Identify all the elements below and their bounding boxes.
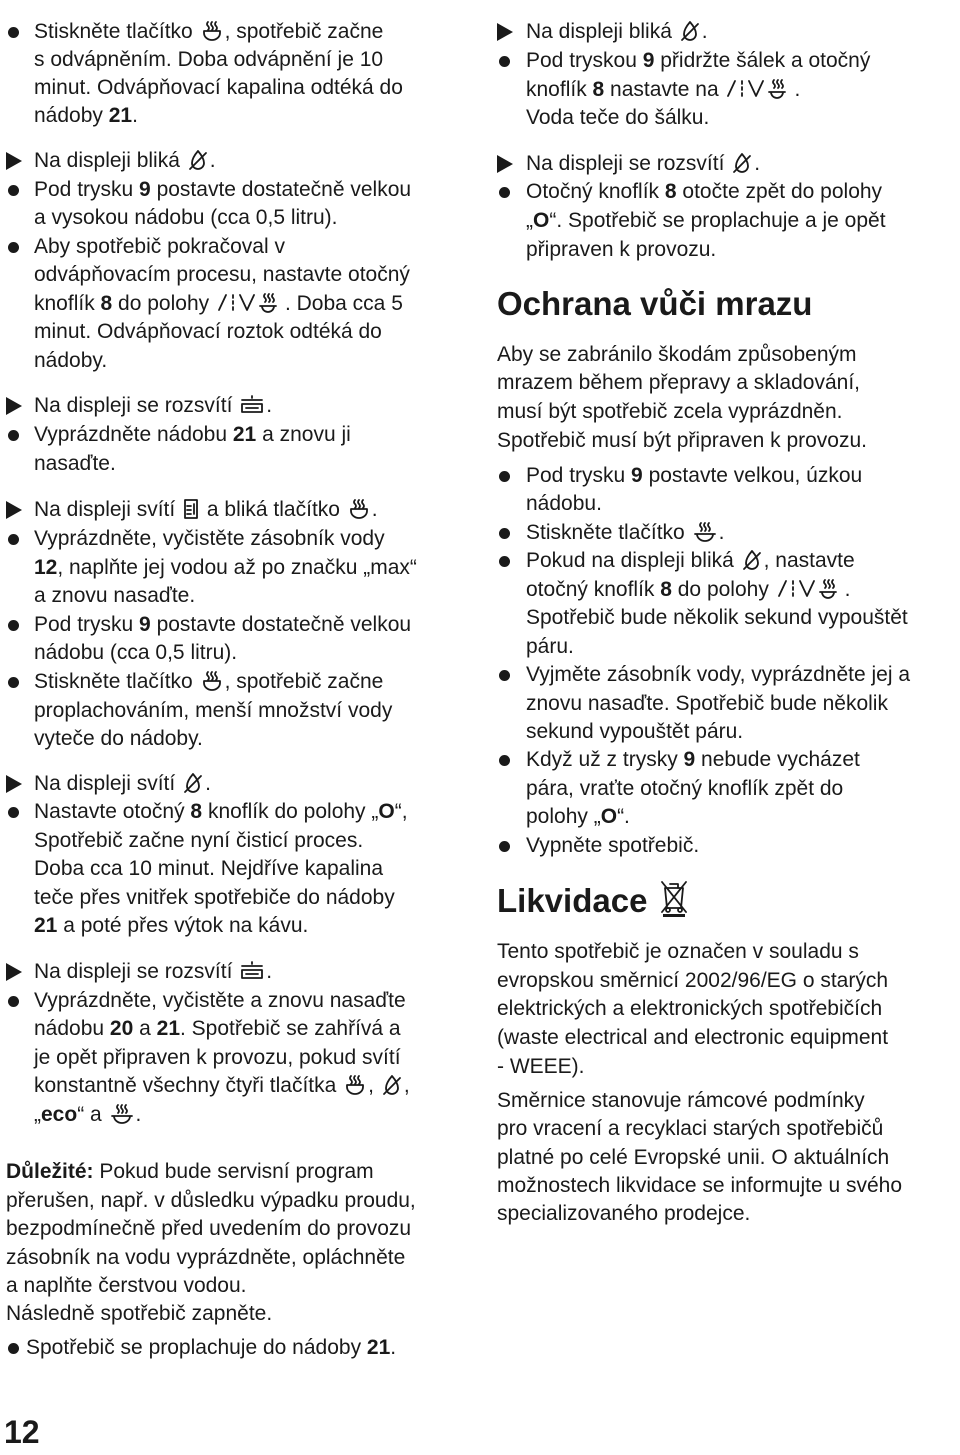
text-line [497,1024,888,1052]
bullet-dot [499,556,510,567]
text-run: . [844,578,851,601]
text-line [497,427,867,455]
text-run: Pokud na displeji bliká [526,549,740,572]
text-line [6,697,392,725]
text-line [497,47,870,75]
text-run: Vyprázdněte, vyčistěte zásobník vody [34,527,385,550]
text-run: „ [526,209,533,232]
text-run: Ochrana vůči mrazu [497,285,813,322]
text-run: nebude vycházet [695,748,860,771]
text-run: nádobu. [526,492,602,515]
text-run: specializovaného prodejce. [497,1202,751,1225]
text-line [497,104,709,132]
text-line [497,519,724,547]
text-run: postavte dostatečně velkou [150,613,412,636]
text-line [497,718,743,746]
text-run: zásobník na vodu vyprázdněte, opláchněte [6,1246,406,1269]
text-run: Vyprázdněte nádobu [34,423,233,446]
text-run: otočte zpět do polohy [676,180,883,203]
bold-text: O [533,209,550,232]
text-line [6,421,351,449]
text-run: , [368,1074,380,1097]
bullet-dot [8,27,19,38]
knob-water-steam-icon [725,78,793,100]
text-run: do polohy [671,578,775,601]
descale-icon [741,549,763,571]
text-line [497,207,886,235]
text-line [497,76,800,104]
text-line [497,604,908,632]
text-run: nastavte na [604,78,725,101]
text-run: Pokud bude servisní program [93,1160,374,1183]
text-line [497,341,857,369]
text-run: - WEEE). [497,1055,585,1078]
text-line [497,398,843,426]
text-line [6,18,383,46]
text-line [6,725,203,753]
text-line [6,958,272,986]
text-run: odvápňovacím procesu, nastavte otočný [34,263,410,286]
bold-text: 8 [664,180,677,203]
text-run: Na displeji svítí [34,498,182,521]
bold-text: 21 [34,914,58,937]
text-line [6,318,382,346]
text-run: Vypněte spotřebič. [526,834,700,857]
text-run: přerušen, např. v důsledku výpadku proudu, [6,1189,416,1212]
bullet-dot [499,755,510,766]
text-run: Spotřebič začne nyní čisticí proces. [34,829,364,852]
text-run: , naplňte jej vodou až po značku „max“ [57,556,417,579]
text-line [6,1272,247,1300]
text-run: Doba cca 10 minut. Nejdříve kapalina [34,857,384,880]
arrow-bullet-icon [6,501,22,519]
text-run: Aby spotřebič pokračoval v [34,235,285,258]
text-line [6,204,338,232]
text-run: Spotřebič bude několik sekund vypouštět [526,606,908,629]
text-run: , spotřebič začne [224,20,384,43]
arrow-bullet-icon [497,155,513,173]
bullet-dot [499,471,510,482]
text-run: . Spotřebič se zahřívá a [180,1017,401,1040]
text-run: a [133,1017,157,1040]
text-line [6,347,107,375]
text-line [6,1334,396,1362]
text-run: polohy „ [526,805,601,828]
text-run: možnostech likvidace se informujte u svého [497,1174,903,1197]
text-line [6,1158,374,1186]
text-run: (waste electrical and electronic equipment [497,1026,889,1049]
text-line [6,1072,410,1100]
steam-cup-icon [343,1074,367,1096]
text-line [497,803,630,831]
bold-text: Důležité: [6,1160,94,1183]
bold-text: 9 [642,49,655,72]
bold-text: O [600,805,618,828]
bullet-dot [499,670,510,681]
text-line [6,798,408,826]
bullet-dot [499,187,510,198]
descale-icon [731,152,753,174]
text-run: a znovu ji [256,423,351,446]
text-run: . [266,960,273,983]
bold-text: 21 [156,1017,180,1040]
text-line [6,855,383,883]
text-run: nádobu (cca 0,5 litru). [34,641,238,664]
bullet-dot [499,528,510,539]
text-line [6,74,403,102]
bold-text: eco [41,1103,78,1126]
text-line [6,176,411,204]
text-run: Voda teče do šálku. [526,106,710,129]
text-run: sekund vypouštět páru. [526,720,744,743]
bullet-dot [8,1343,19,1354]
text-line [6,147,216,175]
text-run: Na displeji svítí [34,772,182,795]
text-line [497,369,860,397]
bullet-dot [8,430,19,441]
bullet-dot [8,996,19,1007]
text-run: a znovu nasaďte. [34,584,196,607]
text-line [6,102,138,130]
bold-text: 21 [232,423,257,446]
text-line [497,661,910,689]
bullet-dot [8,620,19,631]
text-run: . [132,104,138,127]
arrow-bullet-icon [6,775,22,793]
text-line [6,496,378,524]
text-line [6,582,195,610]
text-run: . [205,772,211,795]
drip-tray-icon [239,394,265,416]
text-run: nádobu [34,1017,110,1040]
text-run: . Doba cca 5 [284,292,403,315]
text-run: Pod tryskou [526,49,643,72]
bold-text: 9 [631,464,643,487]
text-run: proplachováním, menší množství vody [34,699,393,722]
text-line [497,1144,889,1172]
text-run: „ [34,1103,41,1126]
text-run: Na displeji se rozsvítí [34,960,239,983]
text-run: . [701,20,708,43]
text-run: platné po celé Evropské unii. O aktuálních [497,1146,890,1169]
bold-text: 21 [366,1336,391,1359]
text-run: . [718,521,725,544]
text-run: . [754,152,761,175]
text-line [6,1101,141,1129]
text-line [497,1087,865,1115]
steam-cup-icon [200,670,224,692]
arrow-bullet-icon [6,397,22,415]
text-line [497,633,574,661]
page-number: 12 [4,1414,40,1450]
arrow-bullet-icon [6,152,22,170]
text-line [497,547,855,575]
text-line [6,827,363,855]
text-run: pro vracení a recyklaci starých spotřebičů [497,1117,884,1140]
text-line [6,450,116,478]
text-line [497,150,760,178]
descale-icon [182,772,204,794]
text-run: . [371,498,378,521]
text-line [497,1200,750,1228]
text-run: evropskou směrnicí 2002/96/EG o starých [497,969,889,992]
text-run: postavte velkou, úzkou [642,464,863,487]
text-run: Spotřebič se proplachuje do nádoby [26,1336,367,1359]
text-run: Spotřebič musí být připraven k provozu. [497,429,868,452]
text-line [6,46,383,74]
text-line [497,576,851,604]
text-run: postavte dostatečně velkou [150,178,412,201]
text-run: Směrnice stanovuje rámcové podmínky [497,1089,865,1112]
bullet-dot [8,534,19,545]
text-line [497,775,843,803]
text-line [6,290,403,318]
bullet-dot [499,56,510,67]
text-run: Na displeji bliká [526,20,678,43]
text-run: Likvidace [497,882,657,919]
bold-text: 8 [100,292,113,315]
text-run: Následně spotřebič zapněte. [6,1302,273,1325]
text-run: Vyjměte zásobník vody, vyprázdněte jej a [526,663,911,686]
text-line [6,987,406,1015]
text-run: minut. Odvápňovací roztok odtéká do [34,320,382,343]
text-run: . [135,1103,142,1126]
descale-icon [679,20,701,42]
text-run: musí být spotřebič zcela vyprázdněn. [497,400,843,423]
text-line [6,884,395,912]
text-line [6,233,285,261]
text-run: Vyprázdněte, vyčistěte a znovu nasaďte [34,989,406,1012]
text-line [6,392,272,420]
text-run: Na displeji se rozsvítí [34,394,239,417]
weee-bin-icon [658,878,690,918]
text-run: “, [394,800,408,823]
text-run: knoflík [526,78,593,101]
text-line [497,236,716,264]
text-run: otočný knoflík [526,578,661,601]
text-run: a poté přes výtok na kávu. [57,914,309,937]
bold-text: 8 [592,78,605,101]
bold-text: 20 [109,1017,134,1040]
text-run: pára, vraťte otočný knoflík zpět do [526,777,844,800]
text-line [6,261,410,289]
text-run: . [794,78,801,101]
bold-text: 9 [139,613,151,636]
text-run: nádoby [34,104,109,127]
text-line [497,938,859,966]
text-run: je opět připraven k provozu, pokud svítí [34,1046,401,1069]
text-line [497,1115,883,1143]
text-run: , nastavte [763,549,855,572]
drip-tray-icon [239,960,265,982]
section-heading [497,284,812,324]
text-line [497,832,699,860]
text-line [497,490,602,518]
bold-text: 21 [108,104,133,127]
text-line [6,1300,272,1328]
text-run: “. Spotřebič se proplachuje a je opět [549,209,886,232]
text-line [6,770,211,798]
text-run: Pod trysku [34,613,140,636]
text-run: teče přes vnitřek spotřebiče do nádoby [34,886,395,909]
descale-icon [381,1074,403,1096]
text-run: nádoby. [34,349,108,372]
text-line [497,967,888,995]
bullet-dot [499,841,510,852]
text-run: a vysokou nádobu (cca 0,5 litru). [34,206,338,229]
steam-icon [109,1103,135,1125]
text-run: knoflík do polohy „ [202,800,379,823]
text-line [497,1172,902,1200]
text-run: mrazem během přepravy a skladování, [497,371,860,394]
text-run: Tento spotřebič je označen v souladu s [497,940,859,963]
bold-text: 12 [34,556,58,579]
bullet-dot [8,185,19,196]
text-run: Stiskněte tlačítko [34,670,199,693]
text-run: konstantně všechny čtyři tlačítka [34,1074,343,1097]
text-run: “. [617,805,630,828]
text-run: , [403,1074,410,1097]
text-run: Otočný knoflík [526,180,665,203]
bold-text: 8 [660,578,672,601]
text-run: Na displeji bliká [34,149,186,172]
text-run: připraven k provozu. [526,238,717,261]
text-line [497,746,860,774]
text-run: Pod trysku [34,178,140,201]
text-run: Aby se zabránilo škodám způsobeným [497,343,857,366]
bold-text: 8 [190,800,203,823]
text-run: vyteče do nádoby. [34,727,203,750]
text-line [497,690,888,718]
bullet-dot [8,677,19,688]
text-run: elektrických a elektronických spotřebičích [497,997,883,1020]
text-run: Když už z trysky [526,748,684,771]
knob-water-steam-icon [216,292,284,314]
text-line [6,668,383,696]
text-run: a naplňte čerstvou vodou. [6,1274,247,1297]
descale-icon [187,149,209,171]
steam-icon [692,521,718,543]
knob-water-steam-icon [776,578,844,600]
text-run: páru. [526,635,574,658]
text-line [6,912,308,940]
text-run: Stiskněte tlačítko [34,20,199,43]
text-run: Stiskněte tlačítko [526,521,691,544]
bold-text: 9 [139,178,151,201]
text-run: . [266,394,273,417]
text-run: Pod trysku [526,464,632,487]
text-line [6,1044,401,1072]
steam-cup-icon [347,498,371,520]
text-run: do polohy [112,292,215,315]
bold-text: 9 [683,748,696,771]
text-run: “ a [77,1103,108,1126]
text-line [497,462,862,490]
text-run: Nastavte otočný [34,800,191,823]
text-run: . [390,1336,397,1359]
text-line [6,1015,401,1043]
text-run: Na displeji se rozsvítí [526,152,731,175]
text-run: bezpodmínečně před uvedením do provozu [6,1217,412,1240]
text-run: knoflík [34,292,101,315]
steam-cup-icon [200,20,224,42]
section-heading [497,878,691,921]
text-line [6,1215,411,1243]
text-line [6,611,411,639]
text-run: . [209,149,216,172]
arrow-bullet-icon [6,963,22,981]
bullet-dot [8,242,19,253]
text-run: , spotřebič začne [224,670,384,693]
text-run: s odvápněním. Doba odvápnění je 10 [34,48,384,71]
arrow-bullet-icon [497,23,513,41]
text-run: nasaďte. [34,452,116,475]
text-line [6,525,385,553]
text-line [497,1053,585,1081]
water-tank-icon [182,498,200,520]
text-line [497,178,882,206]
text-line [497,995,882,1023]
text-run: přidržte šálek a otočný [654,49,871,72]
text-line [497,18,708,46]
text-run: znovu nasaďte. Spotřebič bude několik [526,692,888,715]
text-line [6,1244,405,1272]
text-run: minut. Odvápňovací kapalina odtéká do [34,76,403,99]
text-run: a bliká tlačítko [201,498,346,521]
text-line [6,1187,416,1215]
bold-text: O [378,800,395,823]
text-line [6,554,417,582]
text-line [6,639,237,667]
bullet-dot [8,807,19,818]
